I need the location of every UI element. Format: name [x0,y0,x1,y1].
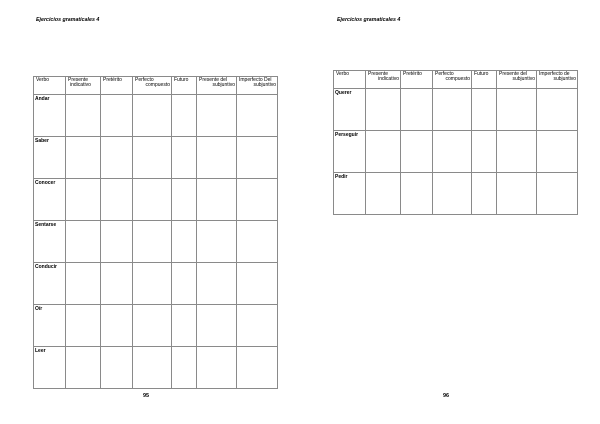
table-row [334,173,578,215]
col-header-verbo: Verbo [34,77,66,95]
col-header-presente-subjuntivo: Presente del subjuntivo [497,71,537,89]
verb-cell: Conducir [34,263,66,305]
table-row [334,131,578,173]
page-header: Ejercicios gramaticales 4 [36,17,100,23]
table-row [34,305,278,347]
table-header-row [34,77,278,95]
verb-cell: Querer [334,89,366,131]
verb-cell: Perseguir [334,131,366,173]
col-header-perfecto-compuesto: Perfecto compuesto [133,77,172,95]
table-row [34,137,278,179]
page-number: 96 [443,393,450,399]
col-header-presente-subjuntivo: Presente del subjuntivo [197,77,237,95]
col-header-preterito: Pretérito [101,77,133,95]
table-row [34,263,278,305]
verb-cell: Pedir [334,173,366,215]
right-page [300,0,600,424]
verb-cell: Conocer [34,179,66,221]
conjugation-table [33,76,278,389]
col-header-imperfecto-subjuntivo: Imperfecto de subjuntivo [537,71,578,89]
col-header-preterito: Pretérito [401,71,433,89]
table-row [34,179,278,221]
table-row [334,89,578,131]
verb-cell: Leer [34,347,66,389]
col-header-verbo: Verbo [334,71,366,89]
page-number: 95 [143,393,150,399]
table-row [34,95,278,137]
table-row [34,221,278,263]
col-header-futuro: Futuro [472,71,497,89]
col-header-presente-indicativo: Presente indicativo [66,77,101,95]
table-header-row [334,71,578,89]
verb-cell: Oír [34,305,66,347]
conjugation-table [333,70,578,215]
verb-cell: Saber [34,137,66,179]
verb-cell: Andar [34,95,66,137]
verb-cell: Sentarse [34,221,66,263]
col-header-presente-indicativo: Presente indicativo [366,71,401,89]
col-header-futuro: Futuro [172,77,197,95]
page-header: Ejercicios gramaticales 4 [337,17,401,23]
table-row [34,347,278,389]
col-header-imperfecto-subjuntivo: Imperfecto Del subjuntivo [237,77,278,95]
col-header-perfecto-compuesto: Perfecto compuesto [433,71,472,89]
